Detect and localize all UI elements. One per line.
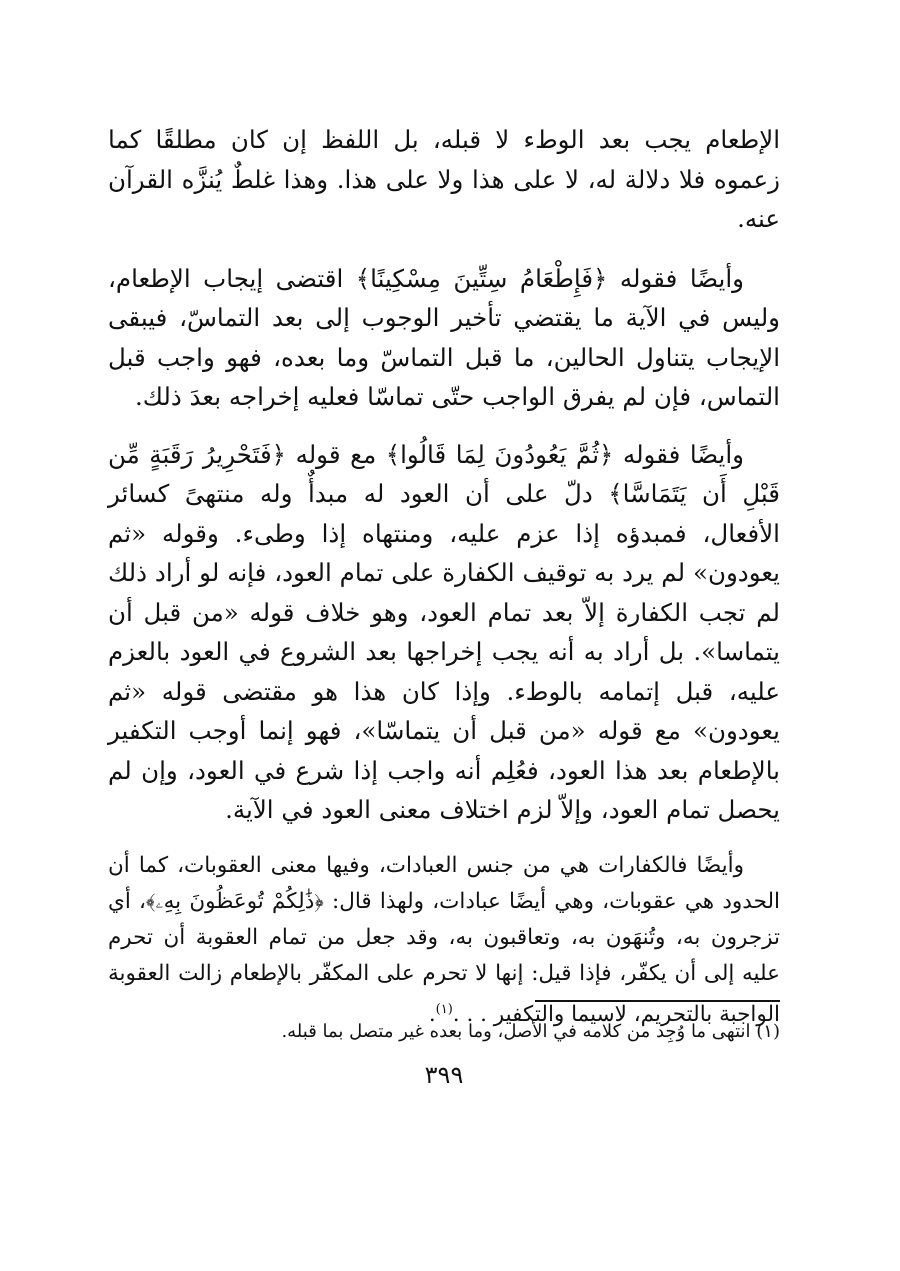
page (108, 120, 780, 1200)
page-number: ٣٩٩ (424, 1061, 464, 1089)
paragraph-4-text: وأيضًا فالكفارات هي من جنس العبادات، وفيها معنى العقوبات، كما أن الحدود هي عقوبات، وهي أيضًا عبادات، ولهذا قال: ﴿ذَٰلِكُمْ تُوعَظُونَ بِهِۦ﴾، أي تزجرون به، وتُنهَون به، وتعاقبون به، وقد جعل من تمام العقوبة أن تحرم عليه إلى أن يكفّر، فإذا قيل: إنها لا تحرم على المكفّر بالإطعام زالت العقوبة الواجبة بالتحريم، لاسيما والتكفير . . . (108, 852, 780, 1027)
paragraph-2: وأيضًا فقوله ﴿فَإِطْعَامُ سِتِّينَ مِسْكِينًا﴾ اقتضى إيجاب الإطعام، وليس في الآية ما يقتضي تأخير الوجوب إلى بعد التماسّ، فيبقى الإيجاب يتناول الحالين، ما قبل التماسّ وما بعده، فهو واجب قبل التماس، فإن لم يفرق الواجب حتّى تماسّا فعليه إخراجه بعدَ ذلك. (108, 263, 780, 411)
footnote-reference: (١) (435, 1001, 453, 1017)
footnote-divider (535, 1000, 780, 1002)
footnote-text: انتهى ما وُجِد من كلامه في الأصل، وما بعده غير متصل بما قبله. (281, 1021, 751, 1042)
paragraph-3: وأيضًا فقوله ﴿ثُمَّ يَعُودُونَ لِمَا قَالُوا﴾ مع قوله ﴿فَتَحْرِيرُ رَقَبَةٍ مِّن قَبْلِ أَن يَتَمَاسَّا﴾ دلّ على أن العود له مبدأٌ وله منتهىً كسائر الأفعال، فمبدؤه إذا عزم عليه، ومنتهاه إذا وطىء. وقوله «ثم يعودون» لم يرد به توقيف الكفارة على تمام العود، فإنه لو أراد ذلك لم تجب الكفارة إلاّ بعد تمام العود، وهو خلاف قوله «من قبل أن يتماسا». بل أراد به أنه يجب إخراجها بعد الشروع في العود بالعزم عليه، قبل إتمامه بالوطء. وإذا كان هذا هو مقتضى قوله «ثم يعودون» مع قوله «من قبل أن يتماسّا»، فهو إنما أوجب التكفير بالإطعام بعد هذا العود، فعُلِم أنه واجب إذا شرع في العود، وإن لم يحصل تمام العود، وإلاّ لزم اختلاف معنى العود في الآية. (108, 439, 780, 824)
paragraph-1: الإطعام يجب بعد الوطء لا قبله، بل اللفظ إن كان مطلقًا كما زعموه فلا دلالة له، لا على هذا ولا على هذا. وهذا غلطٌ يُنزَّه القرآن عنه. (108, 125, 780, 233)
footnote (108, 1018, 780, 1046)
footnote-number: (١) (756, 1021, 780, 1042)
paragraph-4: وأيضًا فالكفارات هي من جنس العبادات، وفيها معنى العقوبات، كما أن الحدود هي عقوبات، وهي أيضًا عبادات، ولهذا قال: ﴿ذَٰلِكُمْ تُوعَظُونَ بِهِۦ﴾، أي تزجرون به، وتُنهَون به، وتعاقبون به، وقد جعل من تمام العقوبة أن تحرم عليه إلى أن يكفّر، فإذا قيل: إنها لا تحرم على المكفّر بالإطعام زالت العقوبة الواجبة بالتحريم، لاسيما والتكفير . . .$^{(١)}$. (108, 852, 780, 1027)
